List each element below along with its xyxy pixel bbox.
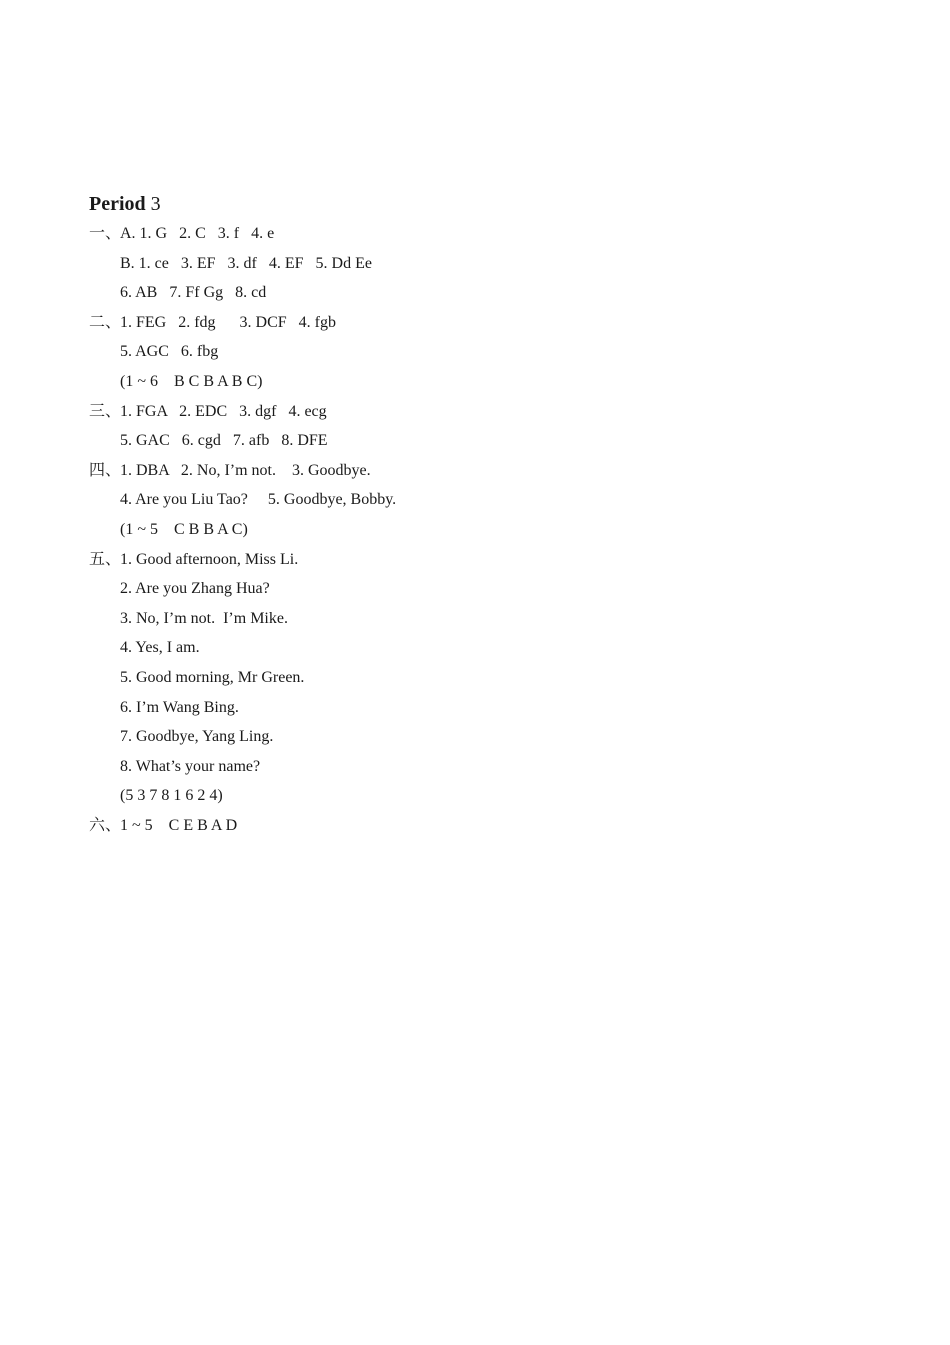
answer-text: 1. DBA 2. No, I’m not. 3. Goodbye.	[120, 461, 371, 479]
section-marker: 二、	[89, 313, 122, 331]
answer-text: 7. Goodbye, Yang Ling.	[120, 728, 274, 746]
section-marker: 四、	[89, 461, 122, 479]
answer-text: (1 ~ 6 B C B A B C)	[120, 372, 263, 390]
answer-line	[89, 811, 889, 841]
answer-line	[89, 663, 889, 693]
section-marker: 一、	[89, 225, 122, 242]
section-marker: 六、	[89, 816, 122, 834]
answer-text: 5. GAC 6. cgd 7. afb 8. DFE	[120, 432, 328, 450]
answer-line	[89, 693, 889, 723]
answer-line	[89, 308, 889, 338]
answer-text: (5 3 7 8 1 6 2 4)	[120, 787, 223, 805]
period-heading	[89, 190, 889, 218]
answer-line	[89, 397, 889, 427]
answer-text: 5. Good morning, Mr Green.	[120, 668, 305, 686]
answer-text: 3. No, I’m not. I’m Mike.	[120, 609, 288, 627]
answer-line	[89, 278, 889, 308]
section-marker: 三、	[89, 402, 122, 420]
answer-key	[89, 190, 889, 840]
answer-line	[89, 604, 889, 634]
answer-line	[89, 456, 889, 486]
answer-text: 1. FEG 2. fdg 3. DCF 4. fgb	[120, 313, 337, 331]
answer-line	[89, 722, 889, 752]
answer-line	[89, 781, 889, 811]
answer-text: 1 ~ 5 C E B A D	[120, 816, 238, 834]
answer-text: 6. I’m Wang Bing.	[120, 698, 239, 716]
answer-text: 2. Are you Zhang Hua?	[120, 580, 270, 598]
answer-line	[89, 367, 889, 397]
answer-line	[89, 426, 889, 456]
answer-line	[89, 249, 889, 279]
answer-text: 8. What’s your name?	[120, 757, 261, 775]
answer-text: 5. AGC 6. fbg	[120, 343, 219, 361]
period-number: 3	[150, 193, 161, 215]
answer-line	[89, 574, 889, 604]
answer-text: (1 ~ 5 C B B A C)	[120, 520, 248, 538]
answer-line	[89, 219, 889, 249]
answer-text: 4. Are you Liu Tao? 5. Goodbye, Bobby.	[120, 491, 397, 509]
answer-text: 6. AB 7. Ff Gg 8. cd	[120, 284, 267, 302]
section-marker: 五、	[89, 550, 122, 568]
answer-line	[89, 633, 889, 663]
answer-text: A. 1. G 2. C 3. f 4. e	[120, 225, 275, 242]
answer-line	[89, 485, 889, 515]
answer-text: 1. FGA 2. EDC 3. dgf 4. ecg	[120, 402, 327, 420]
answer-line	[89, 752, 889, 782]
answer-text: 1. Good afternoon, Miss Li.	[120, 550, 299, 568]
answer-line	[89, 545, 889, 575]
answer-line	[89, 515, 889, 545]
answer-text: B. 1. ce 3. EF 3. df 4. EF 5. Dd Ee	[120, 254, 372, 272]
answer-line	[89, 337, 889, 367]
answer-text: 4. Yes, I am.	[120, 639, 200, 657]
period-label: Period	[89, 193, 146, 215]
